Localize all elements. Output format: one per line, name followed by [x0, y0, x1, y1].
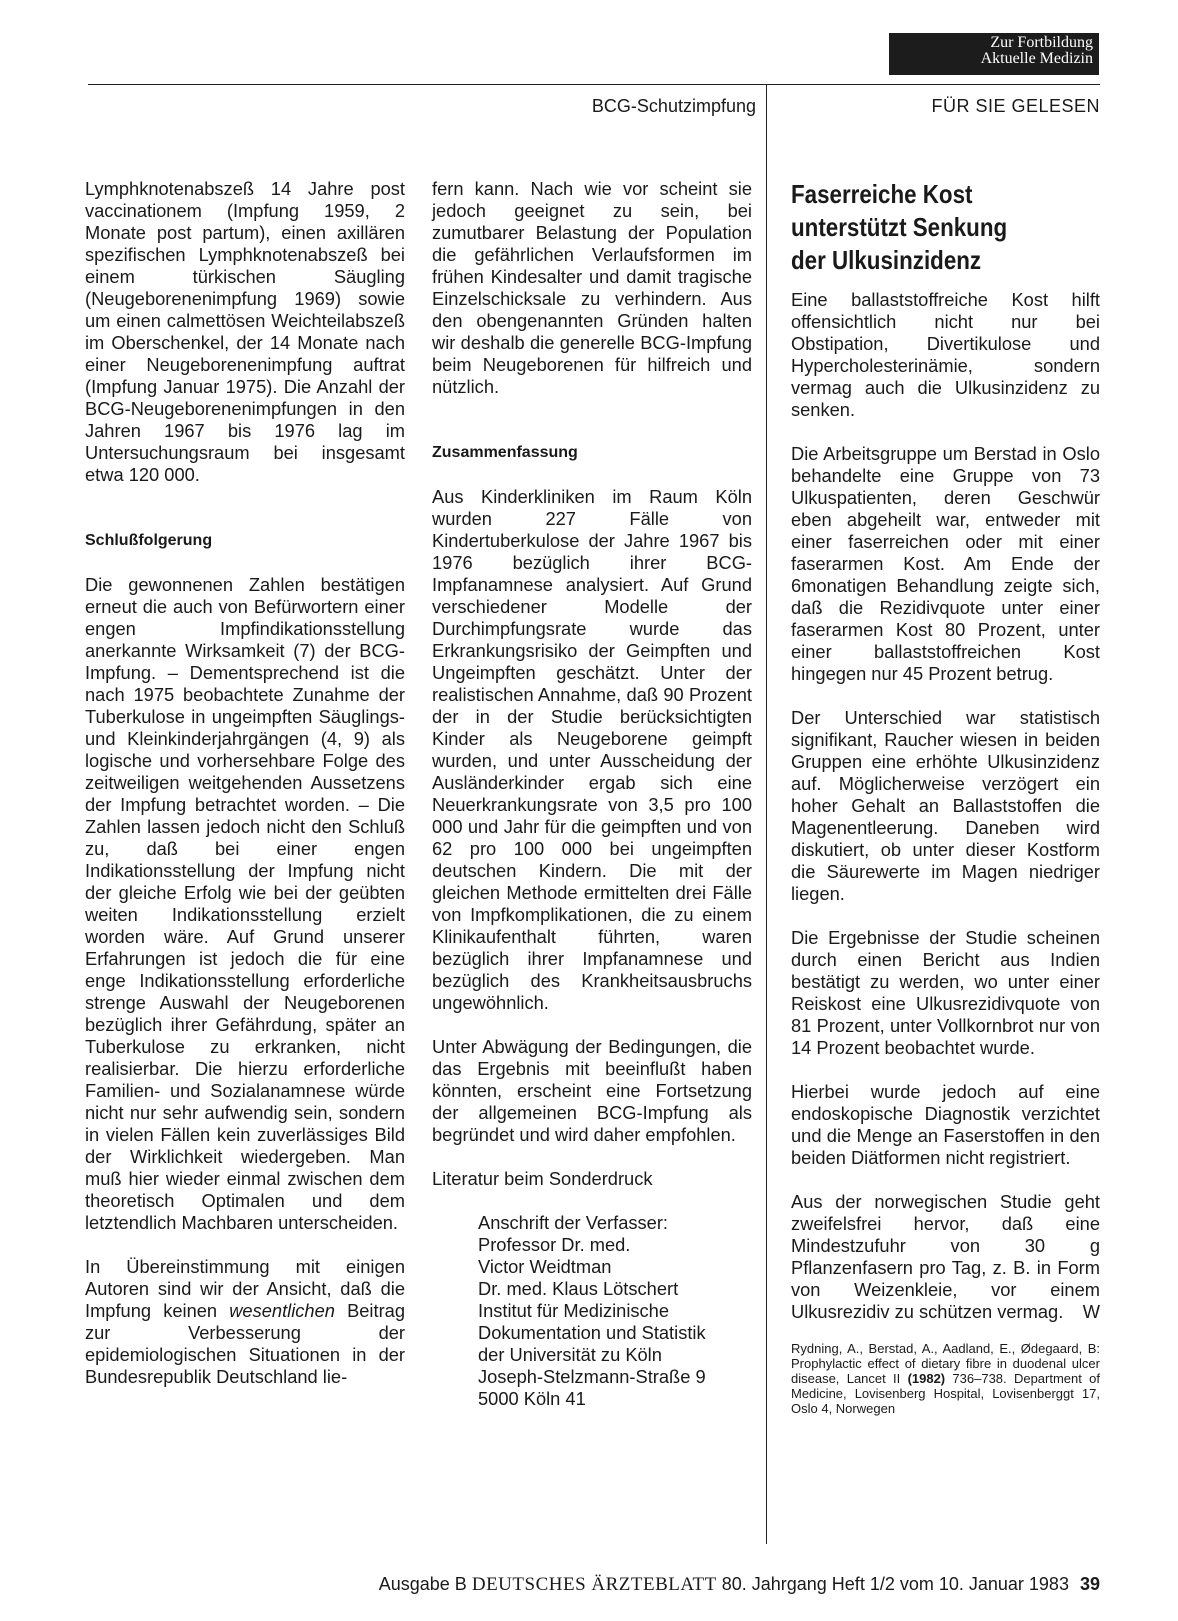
reference: [791, 1341, 1100, 1416]
col2-paragraph-3: Unter Abwägung der Bedingungen, die das Ergebnis mit beeinflußt haben könnten, erscheint eine Fortsetzung der allgemeinen BCG-Impfung als begründet und wird daher empfohlen.: [432, 1036, 752, 1145]
col3-paragraph-4: Die Ergebnisse der Studie scheinen durch einen Bericht aus Indien bestätigt zu werden, wo unter einer Reiskost eine Ulkusrezidivquote von 81 Prozent, unter Vollkornbrot nur von 14 Prozent beobachtet wurde.: [791, 927, 1100, 1058]
reference-text-b: 736–738. Department of Medicine, Lovisenberg Hospital, Lovisenberggt 17, Oslo 4, Norwegen: [791, 1371, 1100, 1416]
col3-p6-text: Aus der norwegischen Studie geht zweifelsfrei hervor, daß eine Mindestzufuhr von 30 g Pflanzenfasern pro Tag, z. B. in Form von Weizenkleie, vor einem Ulkusrezidiv zu schützen vermag.: [791, 1191, 1100, 1322]
col2-paragraph-1: fern kann. Nach wie vor scheint sie jedoch geeignet zu sein, bei zumutbarer Belastung der Population die gefährlichen Verlaufsformen im frühen Kindesalter und damit tragische Einzelschicksale zu verhindern. Aus den obengenannten Gründen halten wir deshalb die generelle BCG-Impfung beim Neugeborenen für hilfreich und nützlich.: [432, 178, 752, 397]
footer-issue: 80. Jahrgang Heft 1/2 vom 10. Januar 1983: [721, 1574, 1069, 1594]
address-line: 5000 Köln 41: [478, 1388, 586, 1409]
author-address: [478, 1212, 752, 1410]
article-title: [791, 178, 1101, 277]
address-line: Joseph-Stelzmann-Straße 9: [478, 1366, 706, 1387]
col3-paragraph-1: Eine ballaststoffreiche Kost hilft offensichtlich nicht nur bei Obstipation, Divertikulose und Hypercholesterinämie, sondern vermag auch die Ulkusinzidenz zu senken.: [791, 289, 1100, 420]
address-line: Institut für Medizinische: [478, 1300, 670, 1321]
literature-note: Literatur beim Sonderdruck: [432, 1168, 653, 1189]
address-line: Victor Weidtman: [478, 1256, 612, 1277]
address-line: Professor Dr. med.: [478, 1234, 631, 1255]
col1-p3-text-b: Beitrag zur Verbesserung der epidemiologischen Situationen in der Bundesrepublik Deutschland lie-: [85, 1300, 405, 1387]
header-rule: [88, 84, 1100, 85]
running-head-left: BCG-Schutzimpfung: [591, 96, 756, 116]
address-line: der Universität zu Köln: [478, 1344, 662, 1365]
title-line-3: der Ulkusinzidenz: [791, 245, 982, 275]
heading-zusammenfassung: Zusammenfassung: [432, 444, 578, 461]
reference-year: (1982): [907, 1371, 946, 1386]
column-1: [85, 178, 405, 1388]
address-line: Anschrift der Verfasser:: [478, 1212, 668, 1233]
column-divider: [766, 84, 767, 1544]
page-number: 39: [1079, 1574, 1100, 1594]
heading-schlussfolgerung: Schlußfolgerung: [85, 532, 213, 549]
title-line-2: unterstützt Senkung: [791, 212, 1008, 242]
col3-paragraph-5: Hierbei wurde jedoch auf eine endoskopische Diagnostik verzichtet und die Menge an Faserstoffen in den beiden Diätformen nicht registriert.: [791, 1081, 1100, 1168]
badge-line-1: Zur Fortbildung: [990, 34, 1093, 51]
title-line-1: Faserreiche Kost: [791, 179, 973, 209]
address-line: Dokumentation und Statistik: [478, 1322, 706, 1343]
col1-paragraph-2: Die gewonnenen Zahlen bestätigen erneut die auch von Befürwortern einer engen Impfindikationsstellung anerkannte Wirksamkeit (7) der BCG-Impfung. – Dementsprechend ist die nach 1975 beobachtete Zunahme der Tuberkulose in ungeimpften Säuglings- und Kleinkinderjahrgängen (4, 9) als logische und vorhersehbare Folge des zeitweiligen weitgehenden Aussetzens der Impfung betrachtet worden. – Die Zahlen lassen jedoch nicht den Schluß zu, daß bei einer engen Indikationsstellung der Impfung nicht der gleiche Erfolg wie bei der geübten weiten Indikationsstellung erzielt worden wäre. Auf Grund unserer Erfahrungen ist jedoch die für eine enge Indikationsstellung erforderliche strenge Auswahl der Neugeborenen bezüglich ihrer Gefährdung, später an Tuberkulose zu erkranken, nicht realisierbar. Die hierzu erforderliche Familien- und Sozialanamnese würde nicht nur sehr aufwendig sein, sondern in vielen Fällen kein zuverlässiges Bild der Wirklichkeit wiedergeben. Man muß hier wieder einmal zwischen dem theoretisch Optimalen und dem letztendlich Machbaren unterscheiden.: [85, 574, 405, 1233]
column-3: [791, 178, 1100, 1416]
col1-p3-text-a: In Übereinstimmung mit einigen Autoren sind wir der Ansicht, daß die Impfung keinen: [85, 1256, 405, 1321]
col1-paragraph-3: [85, 1256, 405, 1388]
address-line: Dr. med. Klaus Lötschert: [478, 1278, 679, 1299]
running-head-right: FÜR SIE GELESEN: [931, 96, 1100, 116]
footer-edition: Ausgabe B: [378, 1574, 467, 1594]
page-footer: [250, 1574, 1100, 1596]
reference-text-a: Rydning, A., Berstad, A., Aadland, E., Ødegaard, B: Prophylactic effect of dietary fibre in duodenal ulcer disease, Lancet II: [791, 1341, 1100, 1386]
col2-paragraph-2: Aus Kinderkliniken im Raum Köln wurden 227 Fälle von Kindertuberkulose der Jahre 1967 bis 1976 bezüglich ihrer BCG-Impfanamnese analysiert. Auf Grund verschiedener Modelle der Durchimpfungsrate wurde das Erkrankungsrisiko der Geimpften und Ungeimpften geschätzt. Unter der realistischen Annahme, daß 90 Prozent der in der Studie berücksichtigten Kinder als Neugeborene geimpft wurden, und unter Ausscheidung der Ausländerkinder ergab sich eine Neuerkrankungsrate von 3,5 pro 100 000 und Jahr für die geimpften und von 62 pro 100 000 bei ungeimpften deutschen Kindern. Die mit der gleichen Methode ermittelten drei Fälle von Impfkomplikationen, die zu einem Klinikaufenthalt führten, waren bezüglich ihrer Impfanamnese und bezüglich des Krankheitsausbruchs ungewöhnlich.: [432, 486, 752, 1013]
section-badge: [889, 33, 1099, 75]
col3-paragraph-3: Der Unterschied war statistisch signifikant, Raucher wiesen in beiden Gruppen eine erhöhte Ulkusinzidenz auf. Möglicherweise verzögert ein hoher Gehalt an Ballaststoffen die Magenentleerung. Daneben wird diskutiert, ob unter dieser Kostform die Säurewerte im Magen niedriger liegen.: [791, 707, 1100, 904]
col1-p3-italic: wesentlichen: [229, 1300, 335, 1321]
column-2: [432, 178, 752, 1410]
footer-journal: DEUTSCHES ÄRZTEBLATT: [471, 1574, 717, 1595]
col3-paragraph-2: Die Arbeitsgruppe um Berstad in Oslo behandelte eine Gruppe von 73 Ulkuspatienten, deren Geschwür eben abgeheilt war, entweder mit einer faserreichen oder mit einer faserarmen Kost. Am Ende der 6monatigen Behandlung zeigte sich, daß die Rezidivquote unter einer faserarmen Kost 80 Prozent, unter einer ballaststoffreichen Kost hingegen nur 45 Prozent betrug.: [791, 443, 1100, 684]
col1-paragraph-1: Lymphknotenabszeß 14 Jahre post vaccinationem (Impfung 1959, 2 Monate post partum), einen axillären spezifischen Lymphknotenabszeß bei einem türkischen Säugling (Neugeborenenimpfung 1969) sowie um einen calmettösen Weichteilabszeß im Oberschenkel, der 14 Monate nach einer Neugeborenenimpfung auftrat (Impfung Januar 1975). Die Anzahl der BCG-Neugeborenenimpfungen in den Jahren 1967 bis 1976 lag im Untersuchungsraum bei insgesamt etwa 120 000.: [85, 178, 405, 485]
author-signature: W: [1082, 1301, 1100, 1322]
col3-paragraph-6: [791, 1191, 1100, 1323]
badge-line-2: Aktuelle Medizin: [980, 50, 1093, 67]
